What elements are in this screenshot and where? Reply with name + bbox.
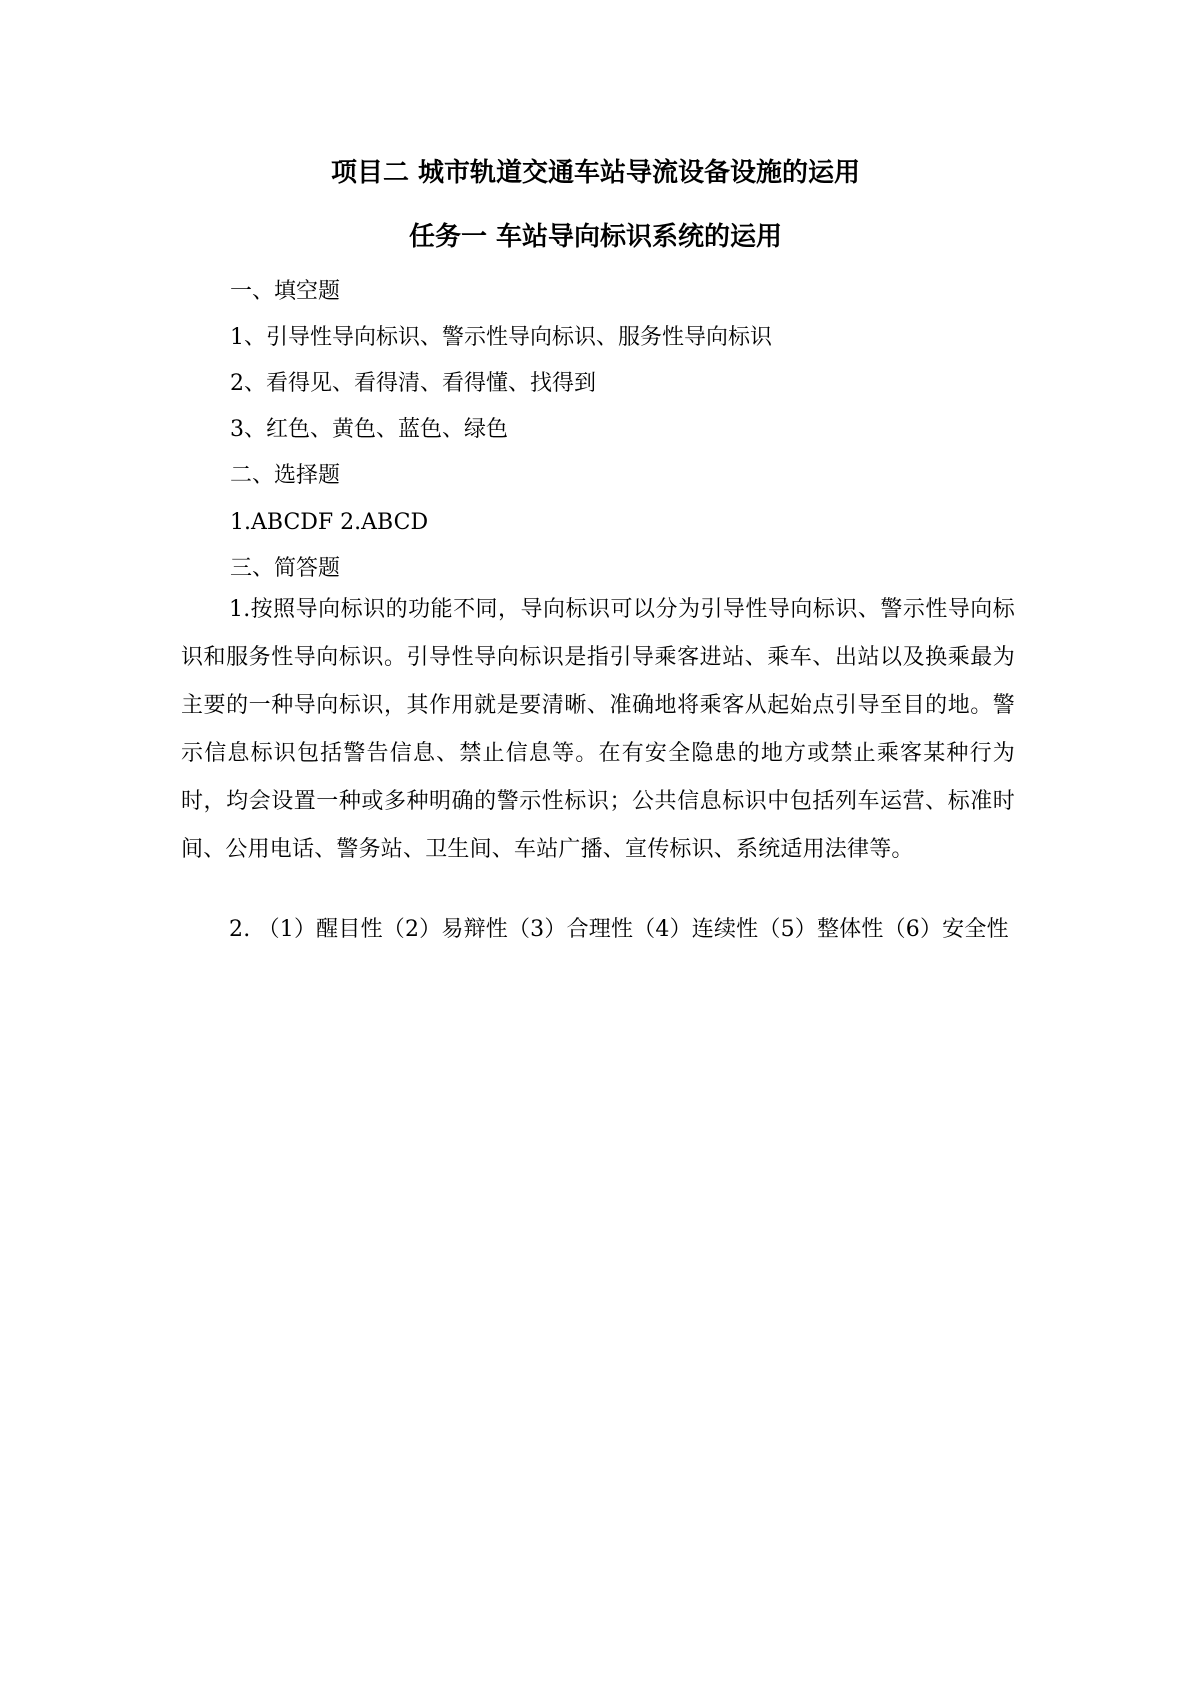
section-heading-short-answer: 三、简答题 <box>230 556 341 581</box>
fill-blank-answer-2: 2、看得见、看得清、看得懂、找得到 <box>230 371 596 396</box>
choice-answers: 1.ABCDF 2.ABCD <box>230 510 429 535</box>
document-subtitle: 任务一 车站导向标识系统的运用 <box>408 222 783 252</box>
section-heading-choice: 二、选择题 <box>230 463 341 488</box>
short-answer-1: 1.按照导向标识的功能不同，导向标识可以分为引导性导向标识、警示性导向标识和服务性导向标识。引导性导向标识是指引导乘客进站、乘车、出站以及换乘最为主要的一种导向标识，其作用就是要清晰、准确地将乘客从起始点引导至目的地。警示信息标识包括警告信息、禁止信息等。在有安全隐患的地方或禁止乘客某种行为时，均会设置一种或多种明确的警示性标识；公共信息标识中包括列车运营、标准时间、公用电话、警务站、卫生间、车站广播、宣传标识、系统适用法律等。 <box>181 597 1015 862</box>
section-heading-fill-blank: 一、填空题 <box>230 279 341 304</box>
document-title: 项目二 城市轨道交通车站导流设备设施的运用 <box>330 158 861 188</box>
fill-blank-answer-3: 3、红色、黄色、蓝色、绿色 <box>230 417 508 442</box>
fill-blank-answer-1: 1、引导性导向标识、警示性导向标识、服务性导向标识 <box>230 325 772 350</box>
short-answer-2: 2. （1）醒目性（2）易辩性（3）合理性（4）连续性（5）整体性（6）安全性 <box>229 917 1009 942</box>
